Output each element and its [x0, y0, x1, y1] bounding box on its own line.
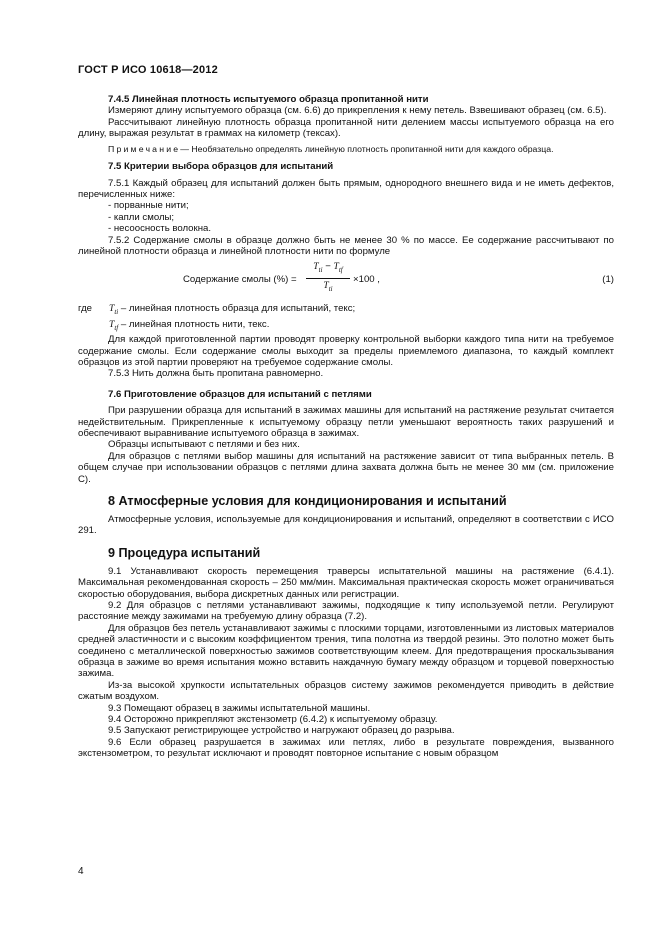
paragraph: Рассчитывают линейную плотность образца пропитанной нити делением массы испытуемого образца на его длину, выражая результат в граммах на километр (тексах). — [78, 116, 614, 140]
list-item: - порванные нити; — [108, 200, 189, 212]
paragraph: Измеряют длину испытуемого образца (см. 6.6) до прикрепления к нему петель. Взвешивают образец (см. 6.5). — [108, 105, 607, 117]
paragraph: 9.1 Устанавливают скорость перемещения траверсы испытательной машины на растяжение (6.4.1). Максимальная рекомендованная скорость – 250 мм/мин. Максимальная практическая скорость может ограничиваться скоростью оборудования, выбора дискретных данных или регистрации. — [78, 565, 614, 600]
formula-fraction — [306, 261, 350, 295]
paragraph: 9.6 Если образец разрушается в зажимах или петлях, либо в результате повреждения, вызванного экстензометром, то результат исключают и проводят повторное испытание с новым образцом — [78, 736, 614, 760]
section-8-title: 8 Атмосферные условия для кондиционирования и испытаний — [108, 493, 507, 508]
list-item: - капли смолы; — [108, 211, 175, 223]
paragraph: Из-за высокой хрупкости испытательных образцов систему зажимов рекомендуется приводить в действие сжатым воздухом. — [78, 679, 614, 703]
paragraph: Для образцов с петлями выбор машины для испытаний на растяжение зависит от типа выбранных петель. В общем случае при использовании образцов с петлями длина захвата должна быть не менее 30 мм (см. приложение С). — [78, 450, 614, 485]
paragraph: Образцы испытывают с петлями и без них. — [108, 439, 300, 451]
formula-left: Содержание смолы (%) = — [183, 274, 297, 286]
paragraph: Для образцов без петель устанавливают зажимы с плоскими торцами, изготовленными из листовых материалов средней эластичности и с высоким коэффициентом трения, типа полотна из твердой резины. Это полотно может быть соединено с металлической поверхностью зажимов соответствующим клеем. Для предотвращения проскальзывания образца в зажиме во время испытания можно вставить наждачную бумагу между образцом и торцевой поверхностью зажима. — [78, 622, 614, 680]
note — [78, 144, 614, 155]
page-number: 4 — [78, 866, 84, 877]
section-7-5-title: 7.5 Критерии выбора образцов для испытаний — [108, 161, 334, 173]
paragraph: Для каждой приготовленной партии проводят проверку контрольной выборки каждого типа нити на требуемое содержание смолы. Если содержание смолы выходит за пределы приемлемого диапазона, то каждый комплект образцов из этой партии проверяют на требуемое содержание смолы. — [78, 334, 614, 368]
note-text: — Необязательно определять линейную плотность пропитанной нити для каждого образца. — [180, 143, 554, 154]
list-item: - несоосность волокна. — [108, 223, 212, 235]
paragraph: 9.3 Помещают образец в зажимы испытательной машины. — [108, 702, 371, 714]
formula-right: ×100 , — [353, 274, 380, 286]
paragraph: 9.4 Осторожно прикрепляют экстензометр (6.4.2) к испытуемому образцу. — [108, 714, 438, 726]
document-body — [78, 94, 614, 760]
paragraph: Атмосферные условия, используемые для кондиционирования и испытаний, определяют в соответствии с ИСО 291. — [78, 513, 614, 537]
legend-item: $T_{tf}$ – линейная плотность нити, текс. — [109, 318, 270, 332]
paragraph: При разрушении образца для испытаний в зажимах машины для испытаний на растяжение результат считается недействительным. Прикрепленные к испытуемому образцу петли уменьшают вероятность таких разрушений и обеспечивают выравнивание испытуемого образца в зажимах. — [78, 405, 614, 439]
paragraph: 9.5 Запускают регистрирующее устройство и нагружают образец до разрыва. — [108, 725, 455, 737]
section-7-6-title: 7.6 Приготовление образцов для испытаний с петлями — [108, 388, 372, 400]
legend-item: $T_{ti}$ – линейная плотность образца для испытаний, текс; — [109, 303, 356, 317]
paragraph: 7.5.3 Нить должна быть пропитана равномерно. — [108, 368, 324, 380]
paragraph: 9.2 Для образцов с петлями устанавливают зажимы, подходящие к типу используемой петли. Регулируют расстояние между зажимами на требуемую длину образца (7.2). — [78, 600, 614, 623]
formula-denominator: $T_{ti}$ — [323, 279, 333, 293]
where-label: где — [78, 303, 93, 315]
section-9-title: 9 Процедура испытаний — [108, 545, 261, 560]
note-label: Примечание — [108, 143, 181, 154]
formula-legend — [78, 303, 614, 334]
formula-1 — [78, 259, 614, 297]
formula-numerator: $T_{ti} - T_{tf}$ — [306, 261, 350, 278]
section-7-4-5-title: 7.4.5 Линейная плотность испытуемого образца пропитанной нити — [108, 94, 429, 105]
defect-list — [78, 200, 614, 234]
paragraph: 7.5.1 Каждый образец для испытаний должен быть прямым, однородного внешнего вида и не иметь дефектов, перечисленных ниже: — [78, 177, 614, 201]
document-header: ГОСТ Р ИСО 10618—2012 — [78, 64, 218, 76]
paragraph: 7.5.2 Содержание смолы в образце должно быть не менее 30 % по массе. Ее содержание рассчитывают по линейной плотности образца и линейной плотности нити по формуле — [78, 234, 614, 258]
formula-number: (1) — [602, 274, 614, 286]
